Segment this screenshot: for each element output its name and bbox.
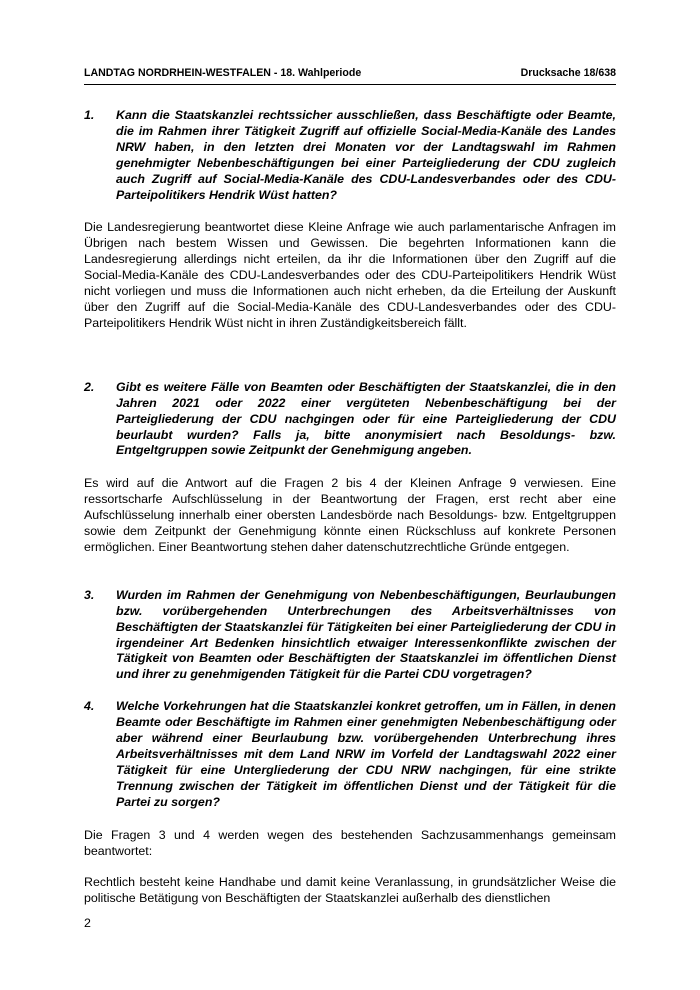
question-1	[84, 108, 616, 203]
page-header	[84, 67, 616, 79]
question-2-text: Gibt es weitere Fälle von Beamten oder Beschäftigten der Staatskanzlei, die in den Jahren 2021 oder 2022 einer vergüteten Nebenbeschäftigung bei der Parteigliederung der CDU nachgingen oder für eine Parteigliederung der CDU beurlaubt wurden? Falls ja, bitte anonymisiert nach Besoldungs- bzw. Entgeltgruppen sowie Zeitpunkt der Genehmigung angeben.	[116, 379, 616, 458]
question-4	[84, 699, 616, 810]
answer-3-4-text: Rechtlich besteht keine Handhabe und damit keine Veranlassung, in grundsätzlicher Weise die politische Betätigung von Beschäftigten der Staatskanzlei außerhalb des dienstlichen	[84, 875, 616, 906]
question-4-number: 4.	[84, 699, 95, 714]
page-number: 2	[84, 916, 91, 930]
answer-1: Die Landesregierung beantwortet diese Kleine Anfrage wie auch parlamentarische Anfragen im Übrigen nach bestem Wissen und Gewissen. Die begehrten Informationen kann die Landesregierung allerdings nicht erteilen, da ihr die Informationen über den Zugriff auf die Social-Media-Kanäle des CDU-Landesverbandes oder des CDU-Parteipolitikers Hendrik Wüst nicht vorliegen und muss die Informationen auch nicht erheben, da die Erteilung der Auskunft über den Zugriff auf die Social-Media-Kanäle des CDU-Landesverbandes oder des CDU-Parteipolitikers Hendrik Wüst nicht in ihren Zuständigkeitsbereich fällt.	[84, 220, 616, 330]
answer-2: Es wird auf die Antwort auf die Fragen 2 bis 4 der Kleinen Anfrage 9 verwiesen. Eine ressortscharfe Aufschlüsselung in der Beantwortung der Fragen, erst recht aber eine Aufschlüsselung innerhalb einer obersten Landesbörde nach Besoldungs- bzw. Entgeltgruppen sowie dem Zeitpunkt der Genehmigung könnte einen Rückschluss auf konkrete Personen ermöglichen. Einer Beantwortung stehen daher datenschutzrechtliche Gründe entgegen.	[84, 476, 616, 554]
question-3-number: 3.	[84, 587, 95, 602]
question-2	[84, 380, 616, 460]
header-left: LANDTAG NORDRHEIN-WESTFALEN - 18. Wahlperiode	[84, 67, 362, 79]
document-body	[84, 108, 616, 907]
question-1-text: Kann die Staatskanzlei rechtssicher ausschließen, dass Beschäftigte oder Beamte, die im Rahmen ihrer Tätigkeit Zugriff auf offizielle Social-Media-Kanäle des Landes NRW haben, in den letzten drei Monaten vor der Landtagswahl im Rahmen genehmigter Nebenbeschäftigungen bei einer Parteigliederung der CDU zugleich auch Zugriff auf Social-Media-Kanäle des CDU-Landesverbandes oder des CDU-Parteipolitikers Hendrik Wüst hatten?	[116, 108, 616, 202]
question-4-text: Welche Vorkehrungen hat die Staatskanzlei konkret getroffen, um in Fällen, in denen Beamte oder Beschäftigte im Rahmen einer genehmigten Nebenbeschäftigung oder aber während einer Beurlaubung bzw. vorübergehenden Unterbrechung ihres Arbeitsverhältnisses mit dem Land NRW im Vorfeld der Landtagswahl 2022 einer Tätigkeit für eine Untergliederung der CDU NRW nachgingen, für eine strikte Trennung zwischen der Tätigkeit im öffentlichen Dienst und der Tätigkeit für die Partei zu sorgen?	[116, 699, 616, 809]
answer-3-4-intro: Die Fragen 3 und 4 werden wegen des bestehenden Sachzusammenhangs gemeinsam beantwortet:	[84, 827, 616, 858]
question-3	[84, 588, 616, 683]
question-3-text: Wurden im Rahmen der Genehmigung von Nebenbeschäftigungen, Beurlaubungen bzw. vorübergehenden Unterbrechungen des Arbeitsverhältnisses von Beschäftigten der Staatskanzlei für Tätigkeiten bei einer Parteigliederung der CDU in irgendeiner Art Bedenken hinsichtlich etwaiger Interessenkonflikte zwischen der Tätigkeit von Beamten oder Beschäftigten der Staatskanzlei im öffentlichen Dienst und ihrer zu genehmigenden Tätigkeit für die Partei CDU vorgetragen?	[116, 587, 616, 682]
question-1-number: 1.	[84, 108, 95, 122]
header-rule	[84, 84, 616, 85]
header-document-number: Drucksache 18/638	[520, 67, 616, 79]
question-2-number: 2.	[84, 379, 95, 394]
